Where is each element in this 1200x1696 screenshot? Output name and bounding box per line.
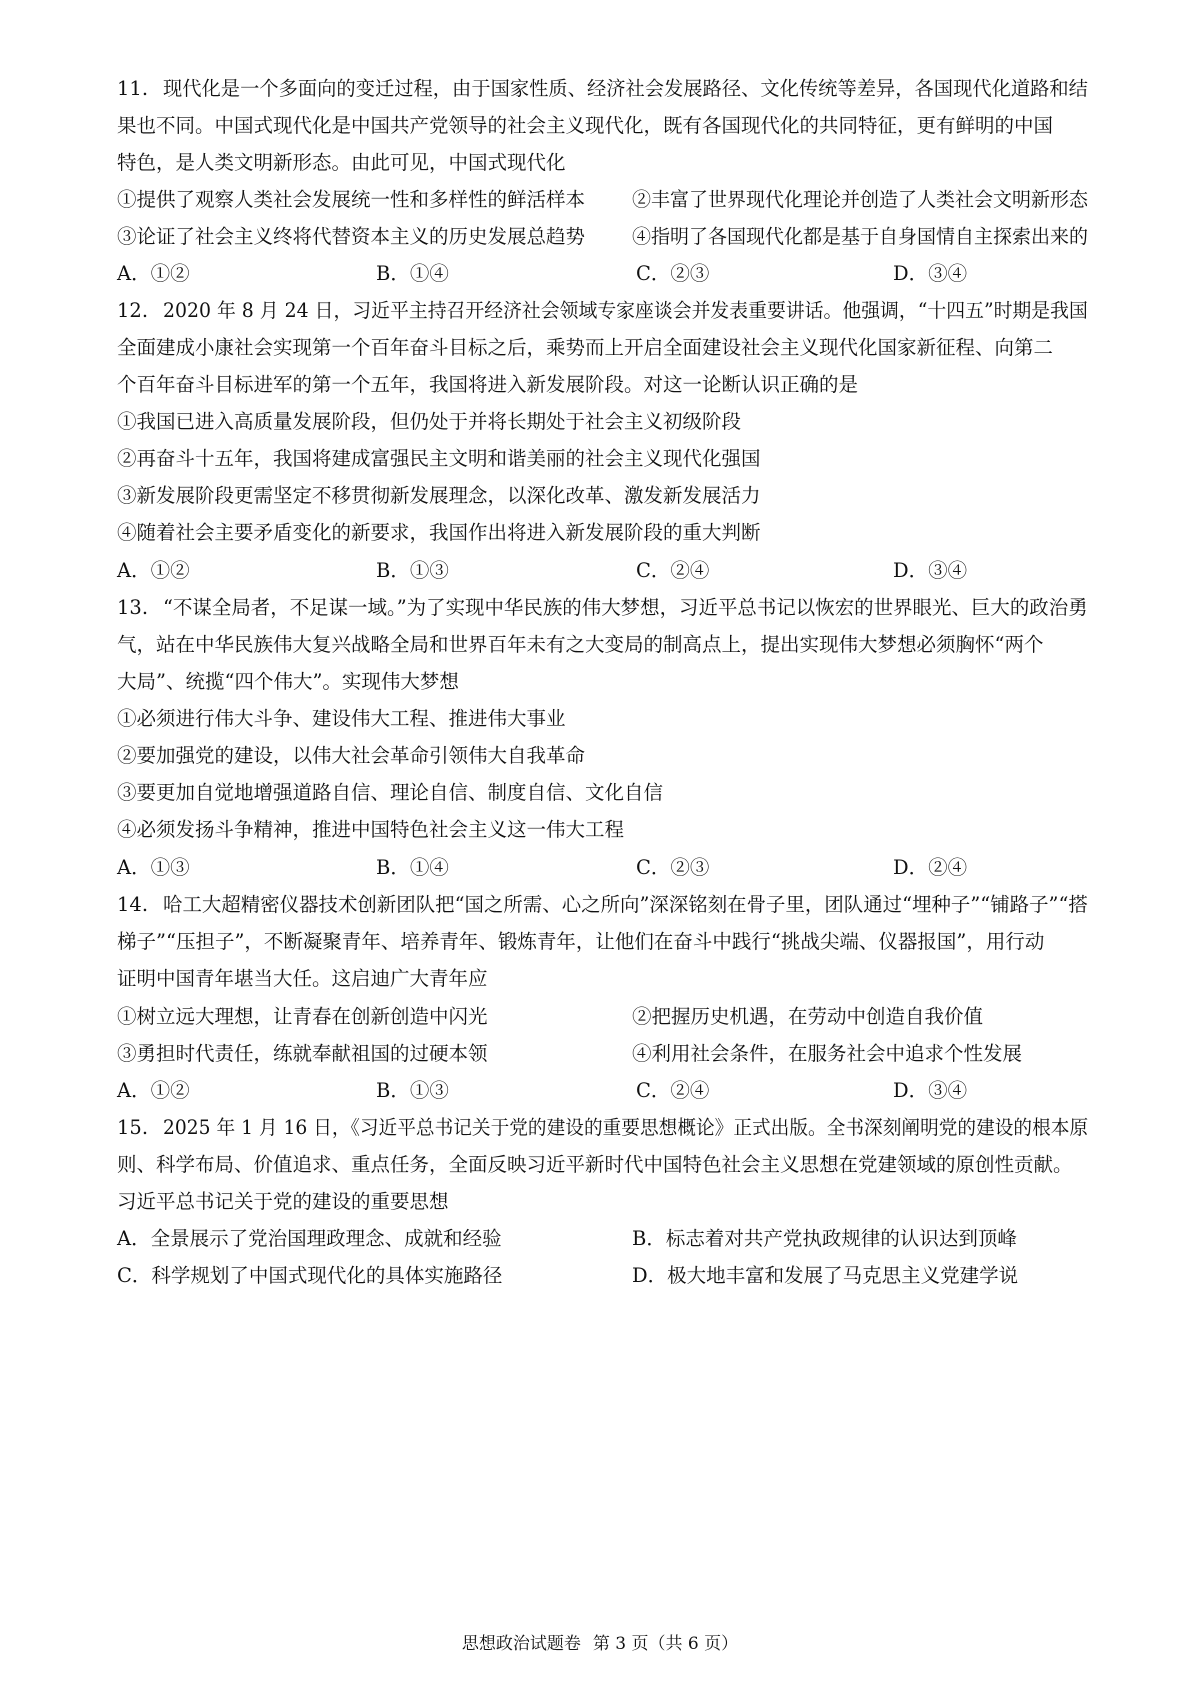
choice-a: A．①②: [117, 559, 190, 582]
question-stem-line: 2025 年 1 月 16 日，《习近平总书记关于党的建设的重要思想概论》正式出版。全书深刻阐明党的建设的根本原: [163, 1116, 1089, 1139]
question-number: 15.: [117, 1116, 149, 1139]
statement-2: ②再奋斗十五年，我国将建成富强民主文明和谐美丽的社会主义现代化强国: [117, 447, 761, 470]
choice-b: B．①③: [376, 1079, 449, 1102]
question-stem-line: 现代化是一个多面向的变迁过程，由于国家性质、经济社会发展路径、文化传统等差异，各国现代化道路和结: [163, 77, 1088, 100]
statement-3: ③新发展阶段更需坚定不移贯彻新发展理念，以深化改革、激发新发展活力: [117, 484, 761, 507]
statement-3: ③勇担时代责任，练就奉献祖国的过硬本领: [117, 1042, 488, 1065]
footer-page-number: 第 3 页（共 6 页）: [592, 1634, 739, 1654]
statement-4: ④必须发扬斗争精神，推进中国特色社会主义这一伟大工程: [117, 818, 625, 841]
statement-3: ③论证了社会主义终将代替资本主义的历史发展总趋势: [117, 225, 586, 248]
question-stem-line: 果也不同。中国式现代化是中国共产党领导的社会主义现代化，既有各国现代化的共同特征，更有鲜明的中国: [117, 114, 1054, 137]
choice-d: D．极大地丰富和发展了马克思主义党建学说: [632, 1264, 1019, 1287]
question-stem-line: 个百年奋斗目标进军的第一个五年，我国将进入新发展阶段。对这一论断认识正确的是: [117, 373, 859, 396]
statement-1: ①树立远大理想，让青春在创新创造中闪光: [117, 1005, 488, 1028]
question-stem-line: 大局”、统揽“四个伟大”。实现伟大梦想: [117, 670, 459, 693]
question-stem-line: 全面建成小康社会实现第一个百年奋斗目标之后，乘势而上开启全面建设社会主义现代化国家新征程、向第二: [117, 336, 1054, 359]
statement-4: ④利用社会条件，在服务社会中追求个性发展: [632, 1042, 1023, 1065]
choice-b: B．①③: [376, 559, 449, 582]
page-footer: [0, 1632, 1200, 1656]
choice-d: D．②④: [893, 856, 968, 879]
question-stem-line: 哈工大超精密仪器技术创新团队把“国之所需、心之所向”深深铭刻在骨子里，团队通过“埋种子”“铺路子”“搭: [163, 893, 1088, 916]
choice-b: B．标志着对共产党执政规律的认识达到顶峰: [632, 1227, 1017, 1250]
choice-c: C．②④: [636, 1079, 710, 1102]
statement-1: ①必须进行伟大斗争、建设伟大工程、推进伟大事业: [117, 707, 566, 730]
statement-2: ②把握历史机遇，在劳动中创造自我价值: [632, 1005, 984, 1028]
question-number: 13.: [117, 596, 149, 619]
question-stem-line: 气，站在中华民族伟大复兴战略全局和世界百年未有之大变局的制高点上，提出实现伟大梦想必须胸怀“两个: [117, 633, 1044, 656]
footer-subject: 思想政治试题卷: [461, 1634, 581, 1654]
statement-4: ④随着社会主要矛盾变化的新要求，我国作出将进入新发展阶段的重大判断: [117, 521, 761, 544]
question-stem-line: “不谋全局者，不足谋一域。”为了实现中华民族的伟大梦想，习近平总书记以恢宏的世界眼光、巨大的政治勇: [163, 596, 1088, 619]
question-stem-line: 梯子”“压担子”，不断凝聚青年、培养青年、锻炼青年，让他们在奋斗中践行“挑战尖端、仪器报国”，用行动: [117, 930, 1045, 953]
choice-b: B．①④: [376, 856, 449, 879]
choice-b: B．①④: [376, 262, 449, 285]
statement-1: ①提供了观察人类社会发展统一性和多样性的鲜活样本: [117, 188, 586, 211]
question-stem-line: 证明中国青年堪当大任。这启迪广大青年应: [117, 967, 488, 990]
question-stem-line: 习近平总书记关于党的建设的重要思想: [117, 1190, 449, 1213]
statement-4: ④指明了各国现代化都是基于自身国情自主探索出来的: [632, 225, 1089, 248]
statement-3: ③要更加自觉地增强道路自信、理论自信、制度自信、文化自信: [117, 781, 664, 804]
question-number: 11.: [117, 77, 149, 100]
choice-d: D．③④: [893, 262, 968, 285]
question-stem-line: 2020 年 8 月 24 日，习近平主持召开经济社会领域专家座谈会并发表重要讲话。他强调，“十四五”时期是我国: [163, 299, 1088, 322]
choice-a: A．①③: [117, 856, 190, 879]
question-number: 14.: [117, 893, 149, 916]
choice-c: C．②④: [636, 559, 710, 582]
statement-1: ①我国已进入高质量发展阶段，但仍处于并将长期处于社会主义初级阶段: [117, 410, 742, 433]
choice-c: C．科学规划了中国式现代化的具体实施路径: [117, 1264, 503, 1287]
question-stem-line: 特色，是人类文明新形态。由此可见，中国式现代化: [117, 151, 566, 174]
choice-c: C．②③: [636, 262, 710, 285]
question-stem-line: 则、科学布局、价值追求、重点任务，全面反映习近平新时代中国特色社会主义思想在党建领域的原创性贡献。: [117, 1153, 1073, 1176]
choice-a: A．全景展示了党治国理政理念、成就和经验: [117, 1227, 502, 1250]
choice-c: C．②③: [636, 856, 710, 879]
choice-a: A．①②: [117, 262, 190, 285]
statement-2: ②丰富了世界现代化理论并创造了人类社会文明新形态: [632, 188, 1089, 211]
statement-2: ②要加强党的建设，以伟大社会革命引领伟大自我革命: [117, 744, 586, 767]
choice-a: A．①②: [117, 1079, 190, 1102]
question-number: 12.: [117, 299, 149, 322]
choice-d: D．③④: [893, 1079, 968, 1102]
choice-d: D．③④: [893, 559, 968, 582]
